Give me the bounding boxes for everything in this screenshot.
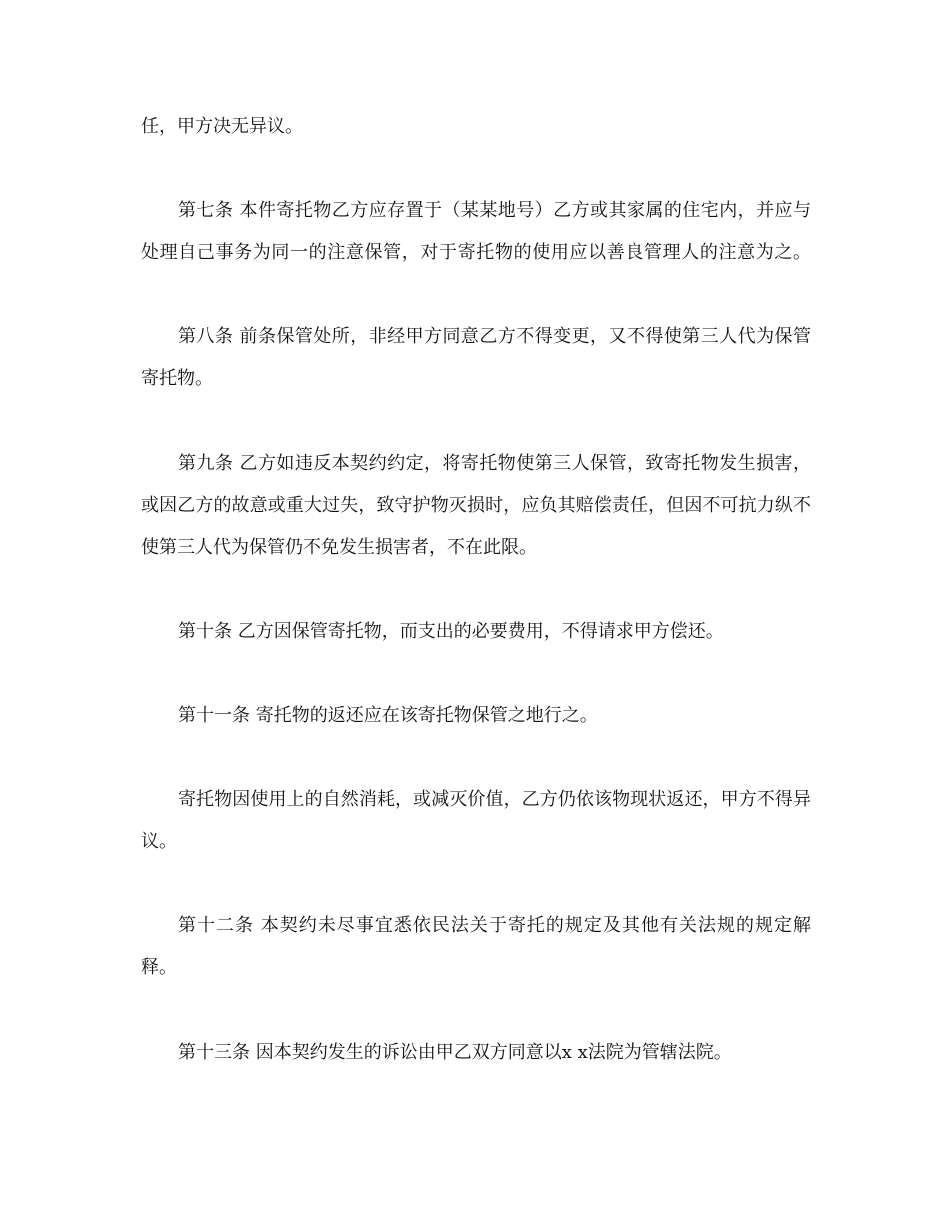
paragraph-line: 第八条 前条保管处所，非经甲方同意乙方不得变更，又不得使第三人代为保管 <box>178 326 811 347</box>
paragraph-line: 第九条 乙方如违反本契约约定，将寄托物使第三人保管，致寄托物发生损害， <box>178 453 811 474</box>
paragraph-line: 释。 <box>141 957 177 978</box>
paragraph-line: 使第三人代为保管仍不免发生损害者，不在此限。 <box>141 537 537 558</box>
paragraph-line: 第十三条 因本契约发生的诉讼由甲乙双方同意以x x法院为管辖法院。 <box>178 1042 732 1063</box>
paragraph-line: 第十一条 寄托物的返还应在该寄托物保管之地行之。 <box>178 705 598 726</box>
paragraph-line: 第十二条 本契约未尽事宜悉依民法关于寄托的规定及其他有关法规的规定解 <box>178 915 811 936</box>
paragraph-line: 寄托物。 <box>141 368 213 389</box>
paragraph-line: 议。 <box>141 831 177 852</box>
paragraph-line: 或因乙方的故意或重大过失，致守护物灭损时，应负其赔偿责任，但因不可抗力纵不 <box>141 495 811 516</box>
paragraph-line: 任，甲方决无异议。 <box>141 116 303 137</box>
paragraph-line: 第七条 本件寄托物乙方应存置于（某某地号）乙方或其家属的住宅内，并应与 <box>178 200 811 221</box>
paragraph-line: 处理自己事务为同一的注意保管，对于寄托物的使用应以善良管理人的注意为之。 <box>141 242 811 263</box>
paragraph-line: 寄托物因使用上的自然消耗，或减灭价值，乙方仍依该物现状返还，甲方不得异 <box>178 789 811 810</box>
paragraph-line: 第十条 乙方因保管寄托物，而支出的必要费用，不得请求甲方偿还。 <box>178 621 724 642</box>
